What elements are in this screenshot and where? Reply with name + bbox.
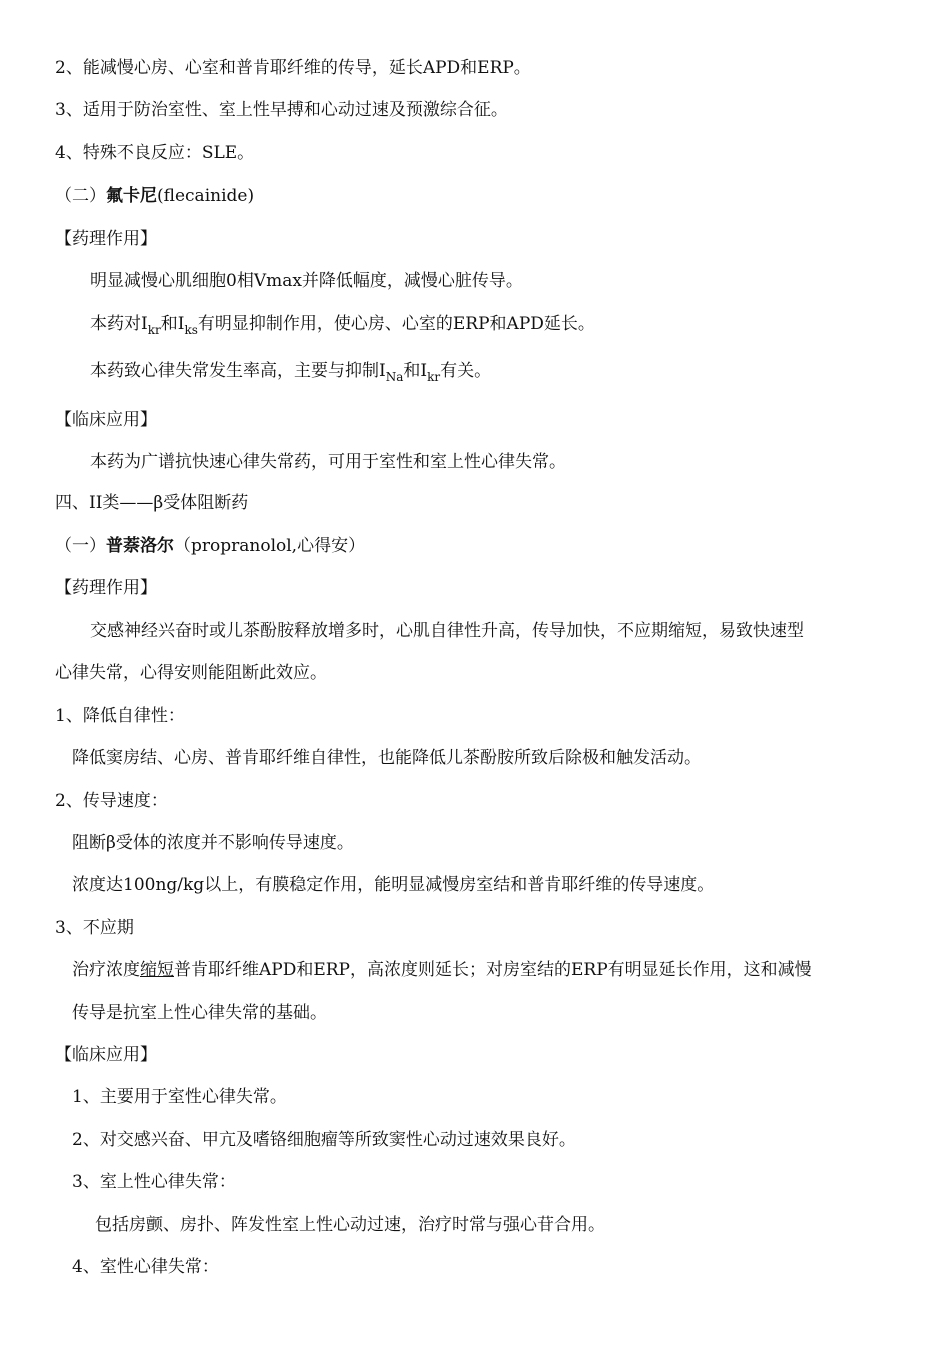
section-heading: 四、II类——β受体阻断药: [55, 493, 249, 513]
paragraph: [72, 959, 812, 981]
paragraph: 传导是抗室上性心律失常的基础。: [72, 1003, 327, 1023]
heading-prefix: （二）: [55, 186, 106, 206]
subsection-heading: 【临床应用】: [55, 410, 157, 430]
subscript: ks: [184, 323, 198, 337]
list-item: 4、室性心律失常：: [72, 1257, 219, 1277]
text-run: 和I: [403, 361, 428, 381]
subscript: kr: [427, 370, 441, 384]
paragraph: 本药为广谱抗快速心律失常药，可用于室性和室上性心律失常。: [90, 452, 566, 472]
text-run: 有明显抑制作用，使心房、心室的ERP和APD延长。: [197, 314, 595, 334]
paragraph: [90, 313, 595, 336]
paragraph: [90, 360, 491, 383]
subsection-heading: 【临床应用】: [55, 1045, 157, 1065]
drug-english-name: （propranolol,心得安）: [174, 536, 366, 556]
text-run: 有关。: [440, 361, 492, 381]
section-heading: [55, 185, 254, 207]
underlined-text: 缩短: [140, 960, 174, 980]
paragraph: 4、特殊不良反应：SLE。: [55, 143, 255, 163]
list-item: 1、主要用于室性心律失常。: [72, 1087, 287, 1107]
text-run: 治疗浓度: [72, 960, 140, 980]
paragraph: 心律失常，心得安则能阻断此效应。: [55, 663, 327, 683]
text-run: 和I: [160, 314, 185, 334]
paragraph: 交感神经兴奋时或儿茶酚胺释放增多时，心肌自律性升高，传导加快，不应期缩短，易致快速型: [90, 621, 804, 641]
subsection-heading: 【药理作用】: [55, 578, 157, 598]
subscript: Na: [385, 370, 404, 384]
heading-prefix: （一）: [55, 536, 106, 556]
paragraph: 浓度达100ng/kg以上，有膜稳定作用，能明显减慢房室结和普肯耶纤维的传导速度。: [72, 875, 715, 895]
list-item: 3、不应期: [55, 918, 134, 938]
subscript: kr: [147, 323, 161, 337]
drug-name: 氟卡尼: [106, 186, 157, 206]
text-run: 本药对I: [90, 314, 148, 334]
list-item: 1、降低自律性：: [55, 706, 185, 726]
paragraph: 明显减慢心肌细胞0相Vmax并降低幅度，减慢心脏传导。: [90, 271, 523, 291]
paragraph: 3、适用于防治室性、室上性早搏和心动过速及预激综合征。: [55, 100, 508, 120]
list-item: 3、室上性心律失常：: [72, 1172, 236, 1192]
text-run: 本药致心律失常发生率高，主要与抑制I: [90, 361, 386, 381]
section-heading: [55, 535, 365, 557]
subsection-heading: 【药理作用】: [55, 229, 157, 249]
paragraph: 降低窦房结、心房、普肯耶纤维自律性，也能降低儿茶酚胺所致后除极和触发活动。: [72, 748, 701, 768]
text-run: 普肯耶纤维APD和ERP，高浓度则延长；对房室结的ERP有明显延长作用，这和减慢: [174, 960, 812, 980]
list-item: 2、对交感兴奋、甲亢及嗜铬细胞瘤等所致窦性心动过速效果良好。: [72, 1130, 576, 1150]
list-item: 2、传导速度：: [55, 791, 168, 811]
paragraph: 阻断β受体的浓度并不影响传导速度。: [72, 833, 354, 853]
paragraph: 2、能减慢心房、心室和普肯耶纤维的传导，延长APD和ERP。: [55, 58, 531, 78]
drug-english-name: (flecainide): [157, 186, 255, 206]
paragraph: 包括房颤、房扑、阵发性室上性心动过速，治疗时常与强心苷合用。: [95, 1215, 605, 1235]
drug-name: 普萘洛尔: [106, 536, 174, 556]
